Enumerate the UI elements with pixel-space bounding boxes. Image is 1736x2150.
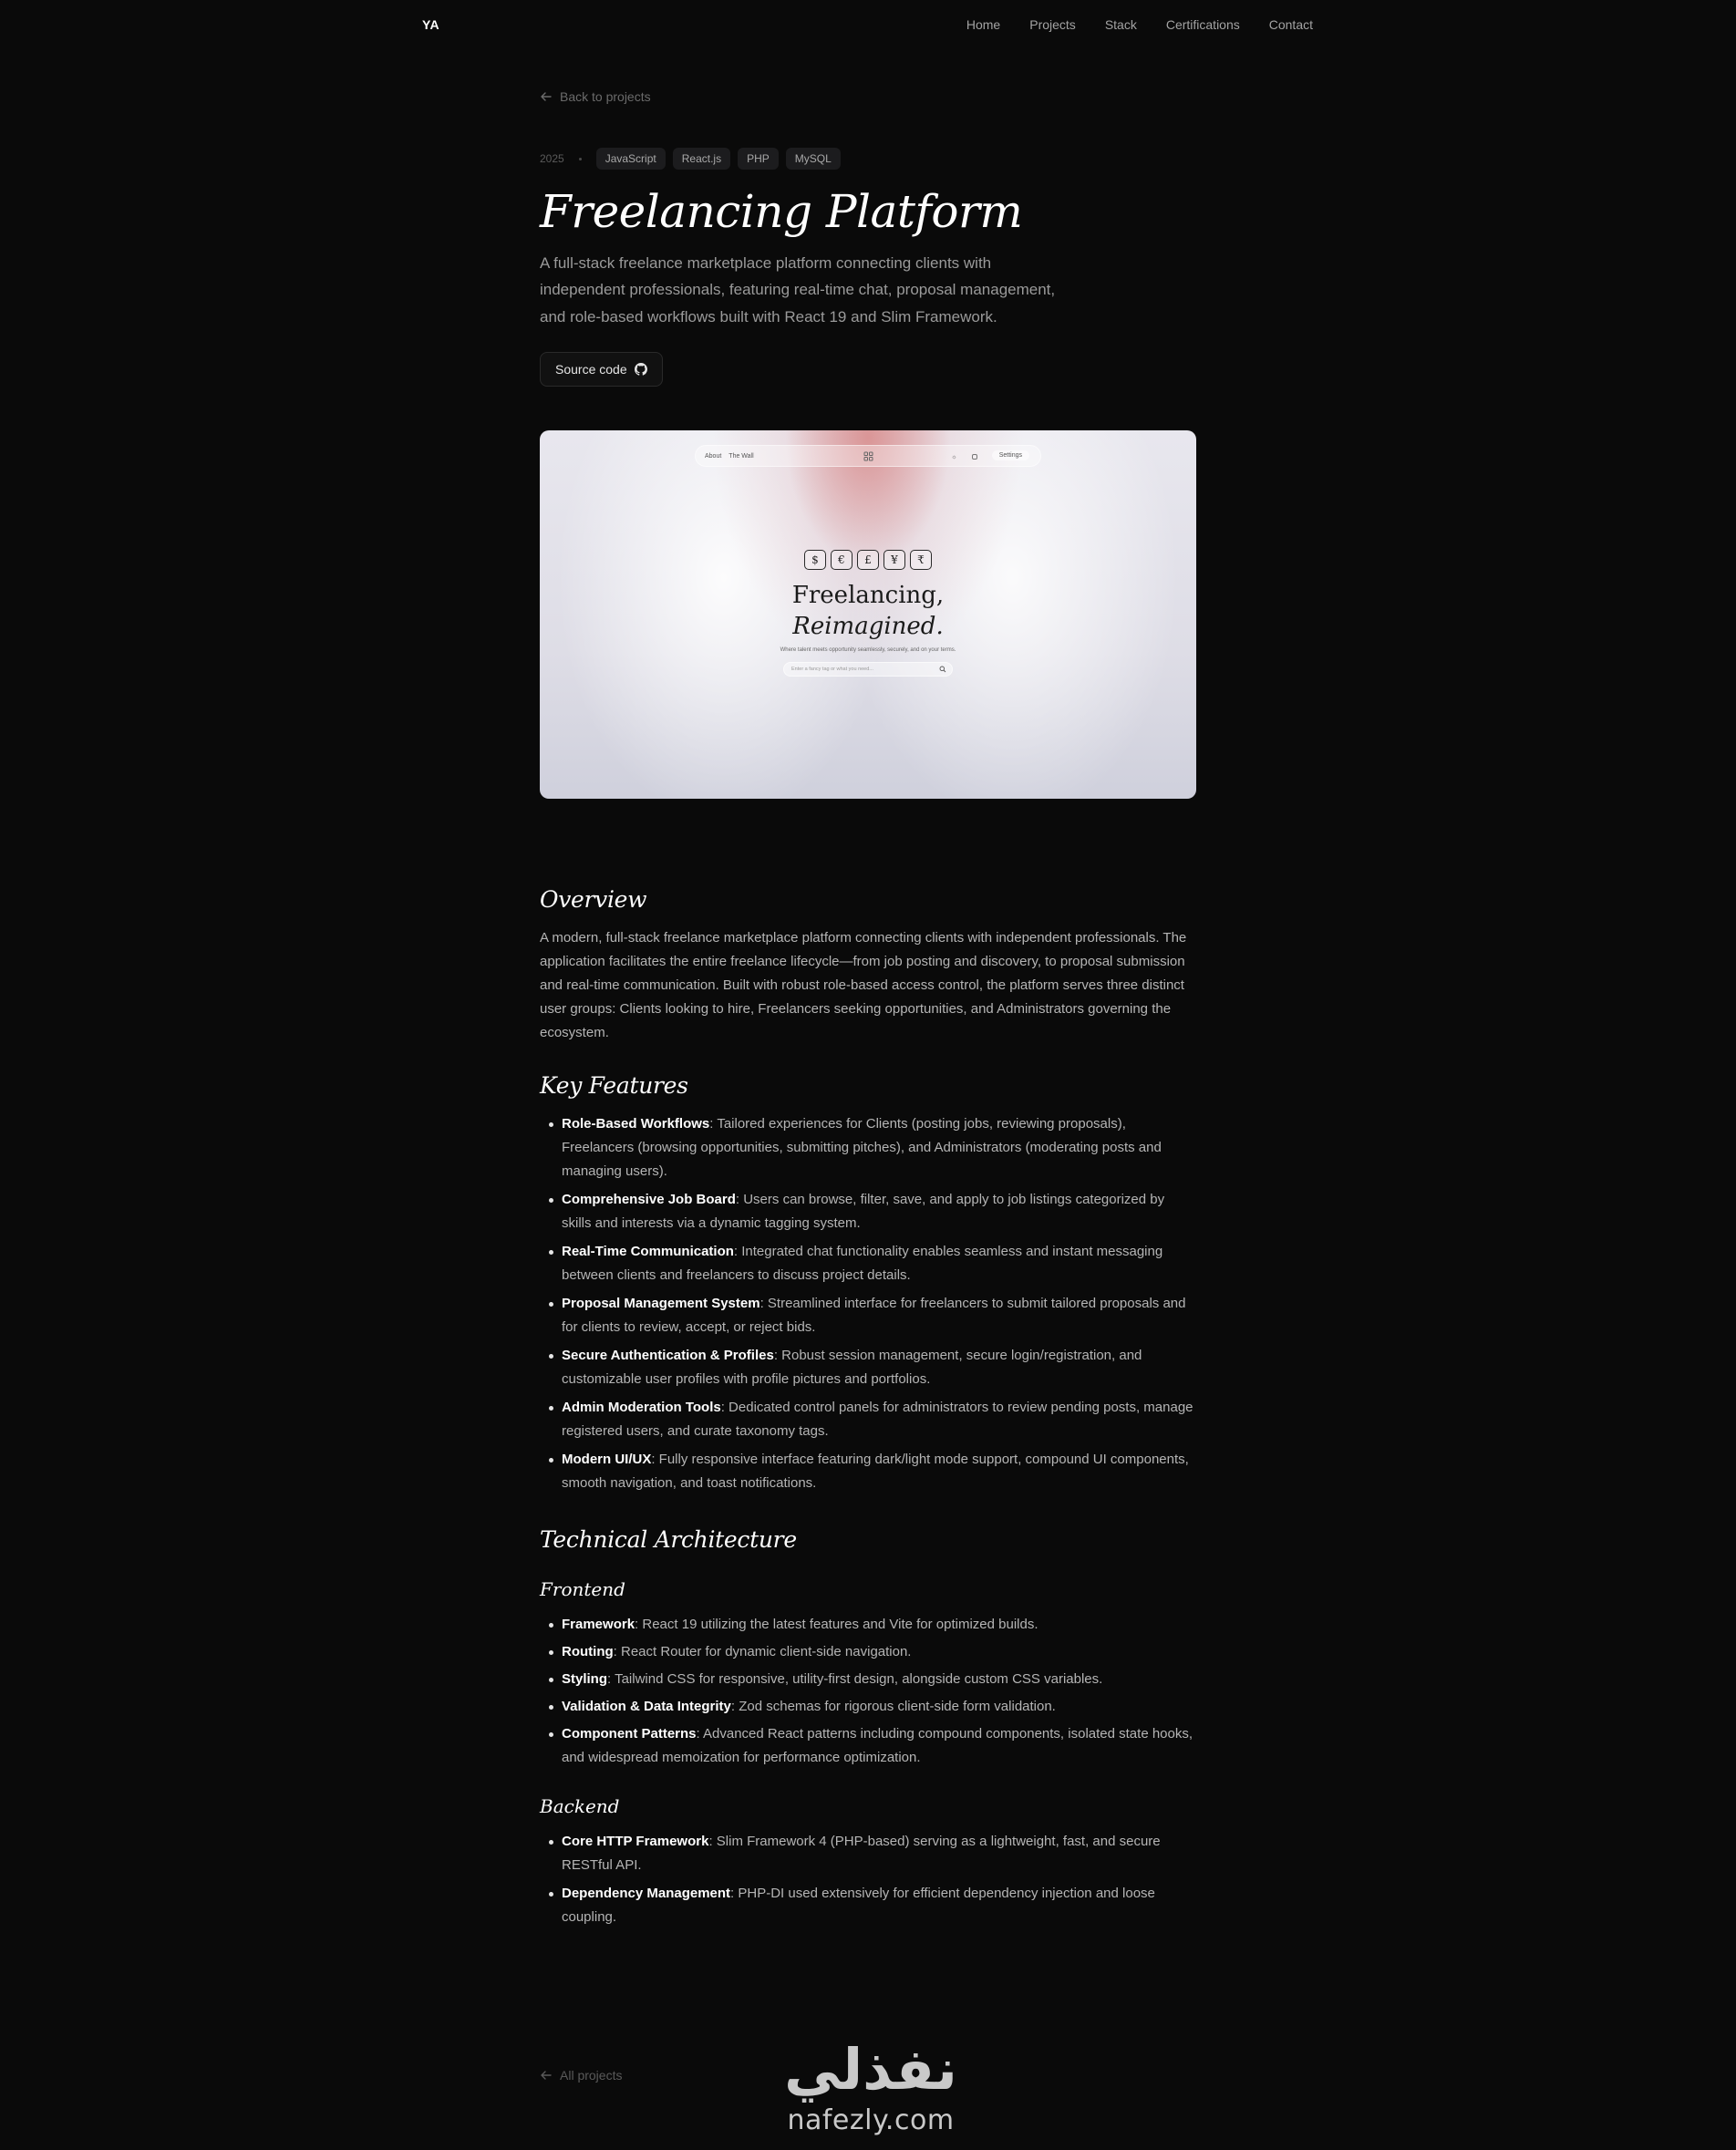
currency-icons xyxy=(540,550,1196,570)
backend-label: Core HTTP Framework xyxy=(562,1834,709,1849)
preview-search-placeholder: Enter a fancy tag or what you need... xyxy=(791,667,873,672)
dollar-icon: $ xyxy=(804,550,826,570)
technical-architecture-heading: Technical Architecture xyxy=(540,1526,797,1553)
feature-text: : Robust session management, secure login/registration, and customizable user profiles with profile pictures and portfolios. xyxy=(562,1348,1142,1387)
list-item xyxy=(540,1882,1196,1929)
frontend-label: Styling xyxy=(562,1671,608,1687)
preview-search xyxy=(783,662,953,677)
backend-label: Dependency Management xyxy=(562,1886,731,1901)
feature-text: : Fully responsive interface featuring dark/light mode support, compound UI components, smooth navigation, and toast notifications. xyxy=(562,1452,1189,1491)
feature-label: Admin Moderation Tools xyxy=(562,1400,721,1415)
feature-label: Modern UI/UX xyxy=(562,1452,652,1467)
back-to-projects-label: Back to projects xyxy=(560,89,651,104)
project-screenshot xyxy=(540,430,1196,799)
frontend-label: Routing xyxy=(562,1644,614,1659)
list-item xyxy=(540,1112,1196,1184)
project-meta xyxy=(540,148,1196,170)
source-code-label: Source code xyxy=(555,362,627,377)
feature-text: : Streamlined interface for freelancers to submit tailored proposals and for clients to review, accept, or reject bids. xyxy=(562,1296,1186,1335)
backend-text: : Slim Framework 4 (PHP-based) serving as a lightweight, fast, and secure RESTful API. xyxy=(562,1834,1161,1873)
backend-heading: Backend xyxy=(540,1795,620,1817)
nav-links xyxy=(966,17,1313,32)
feature-label: Secure Authentication & Profiles xyxy=(562,1348,774,1363)
preview-tagline: Where talent meets opportunity seamlessly, securely, and on your terms. xyxy=(780,647,956,653)
list-item xyxy=(540,1695,1196,1719)
feature-text: : Dedicated control panels for administrators to review pending posts, manage registered users, and curate taxonomy tags. xyxy=(562,1400,1194,1439)
watermark-latin: nafezly.com xyxy=(787,2104,955,2136)
preview-headline: Freelancing, xyxy=(791,582,945,609)
rupee-icon: ₹ xyxy=(910,550,932,570)
frontend-heading: Frontend xyxy=(540,1578,625,1600)
tech-tag: MySQL xyxy=(786,148,841,170)
sun-icon: ☼ xyxy=(951,453,957,460)
meta-separator-dot xyxy=(579,158,582,160)
feature-label: Role-Based Workflows xyxy=(562,1116,710,1132)
arrow-left-icon xyxy=(540,2069,553,2082)
frontend-text: : Zod schemas for rigorous client-side form validation. xyxy=(730,1699,1056,1714)
euro-icon: € xyxy=(831,550,852,570)
feature-label: Comprehensive Job Board xyxy=(562,1192,736,1207)
nav-link-stack[interactable]: Stack xyxy=(1104,17,1137,32)
frontend-label: Framework xyxy=(562,1617,636,1632)
tech-tag: PHP xyxy=(738,148,779,170)
list-item xyxy=(540,1613,1196,1637)
source-code-button[interactable] xyxy=(540,352,663,387)
backend-list xyxy=(540,1830,1196,1929)
frontend-label: Validation & Data Integrity xyxy=(562,1699,731,1714)
list-item xyxy=(540,1188,1196,1235)
nav-link-contact[interactable]: Contact xyxy=(1268,17,1313,32)
preview-nav-wall: The Wall xyxy=(728,453,754,460)
list-item xyxy=(540,1830,1196,1877)
list-item xyxy=(540,1668,1196,1691)
all-projects-label: All projects xyxy=(560,2068,623,2083)
overview-text: A modern, full-stack freelance marketplace platform connecting clients with independent professionals. The application facilitates the entire freelance lifecycle—from job posting and discovery, to proposal submission and real-time communication. Built with robust role-based access control, the platform serves three distinct user groups: Clients looking to hire, Freelancers seeking opportunities, and Administrators governing the ecosystem. xyxy=(540,930,1187,1040)
key-features-heading: Key Features xyxy=(540,1072,688,1099)
list-item xyxy=(540,1240,1196,1287)
list-item xyxy=(540,1396,1196,1443)
nav-link-certifications[interactable]: Certifications xyxy=(1165,17,1240,32)
search-icon xyxy=(939,666,946,673)
list-item xyxy=(540,1292,1196,1339)
frontend-text: : React 19 utilizing the latest features and Vite for optimized builds. xyxy=(635,1617,1038,1632)
preview-nav-about: About xyxy=(705,453,722,460)
site-logo[interactable]: YA xyxy=(422,17,440,32)
arrow-left-icon xyxy=(540,90,553,103)
feature-text: : Users can browse, filter, save, and apply to job listings categorized by skills and interests via a dynamic tagging system. xyxy=(562,1192,1165,1231)
backend-text: : PHP-DI used extensively for efficient dependency injection and loose coupling. xyxy=(562,1886,1155,1925)
list-item xyxy=(540,1722,1196,1770)
preview-navbar xyxy=(695,445,1041,467)
pound-icon: £ xyxy=(857,550,879,570)
nav-link-projects[interactable]: Projects xyxy=(1029,17,1076,32)
project-subtitle: A full-stack freelance marketplace platform connecting clients with independent professionals, featuring real-time chat, proposal management, and role-based workflows built with React 19 and Slim Framework. xyxy=(540,253,1056,326)
top-nav xyxy=(0,0,1736,51)
key-features-list xyxy=(540,1112,1196,1495)
back-to-projects-link[interactable] xyxy=(540,88,1196,106)
feature-label: Real-Time Communication xyxy=(562,1244,734,1259)
list-item xyxy=(540,1640,1196,1664)
nav-link-home[interactable]: Home xyxy=(966,17,1001,32)
feature-text: : Tailored experiences for Clients (posting jobs, reviewing proposals), Freelancers (browsing opportunities, submitting pitches), and Administrators (moderating posts and managing users). xyxy=(562,1116,1162,1179)
frontend-text: : Tailwind CSS for responsive, utility-first design, alongside custom CSS variables. xyxy=(607,1671,1103,1687)
project-main xyxy=(540,88,1196,1929)
project-title: Freelancing Platform xyxy=(540,185,1023,238)
project-year: 2025 xyxy=(540,152,564,165)
tech-tag: React.js xyxy=(673,148,730,170)
bell-icon xyxy=(972,454,977,460)
github-icon xyxy=(635,363,647,376)
preview-settings: Settings xyxy=(992,450,1029,460)
yen-icon: ¥ xyxy=(884,550,905,570)
all-projects-link[interactable] xyxy=(540,2068,622,2083)
overview-heading: Overview xyxy=(540,886,647,913)
preview-headline-italic: Reimagined. xyxy=(792,613,944,640)
feature-text: : Integrated chat functionality enables seamless and instant messaging between clients and freelancers to discuss project details. xyxy=(562,1244,1163,1283)
frontend-list xyxy=(540,1613,1196,1770)
grid-logo-icon xyxy=(863,451,873,461)
list-item xyxy=(540,1344,1196,1391)
list-item xyxy=(540,1448,1196,1495)
watermark-arabic: نفذلي xyxy=(784,2036,957,2103)
frontend-label: Component Patterns xyxy=(562,1726,697,1742)
frontend-text: : React Router for dynamic client-side navigation. xyxy=(613,1644,912,1659)
tech-tag: JavaScript xyxy=(596,148,666,170)
frontend-text: : Advanced React patterns including compound components, isolated state hooks, and widespread memoization for performance optimization. xyxy=(562,1726,1194,1765)
nafezly-watermark xyxy=(766,2035,976,2150)
feature-label: Proposal Management System xyxy=(562,1296,760,1311)
